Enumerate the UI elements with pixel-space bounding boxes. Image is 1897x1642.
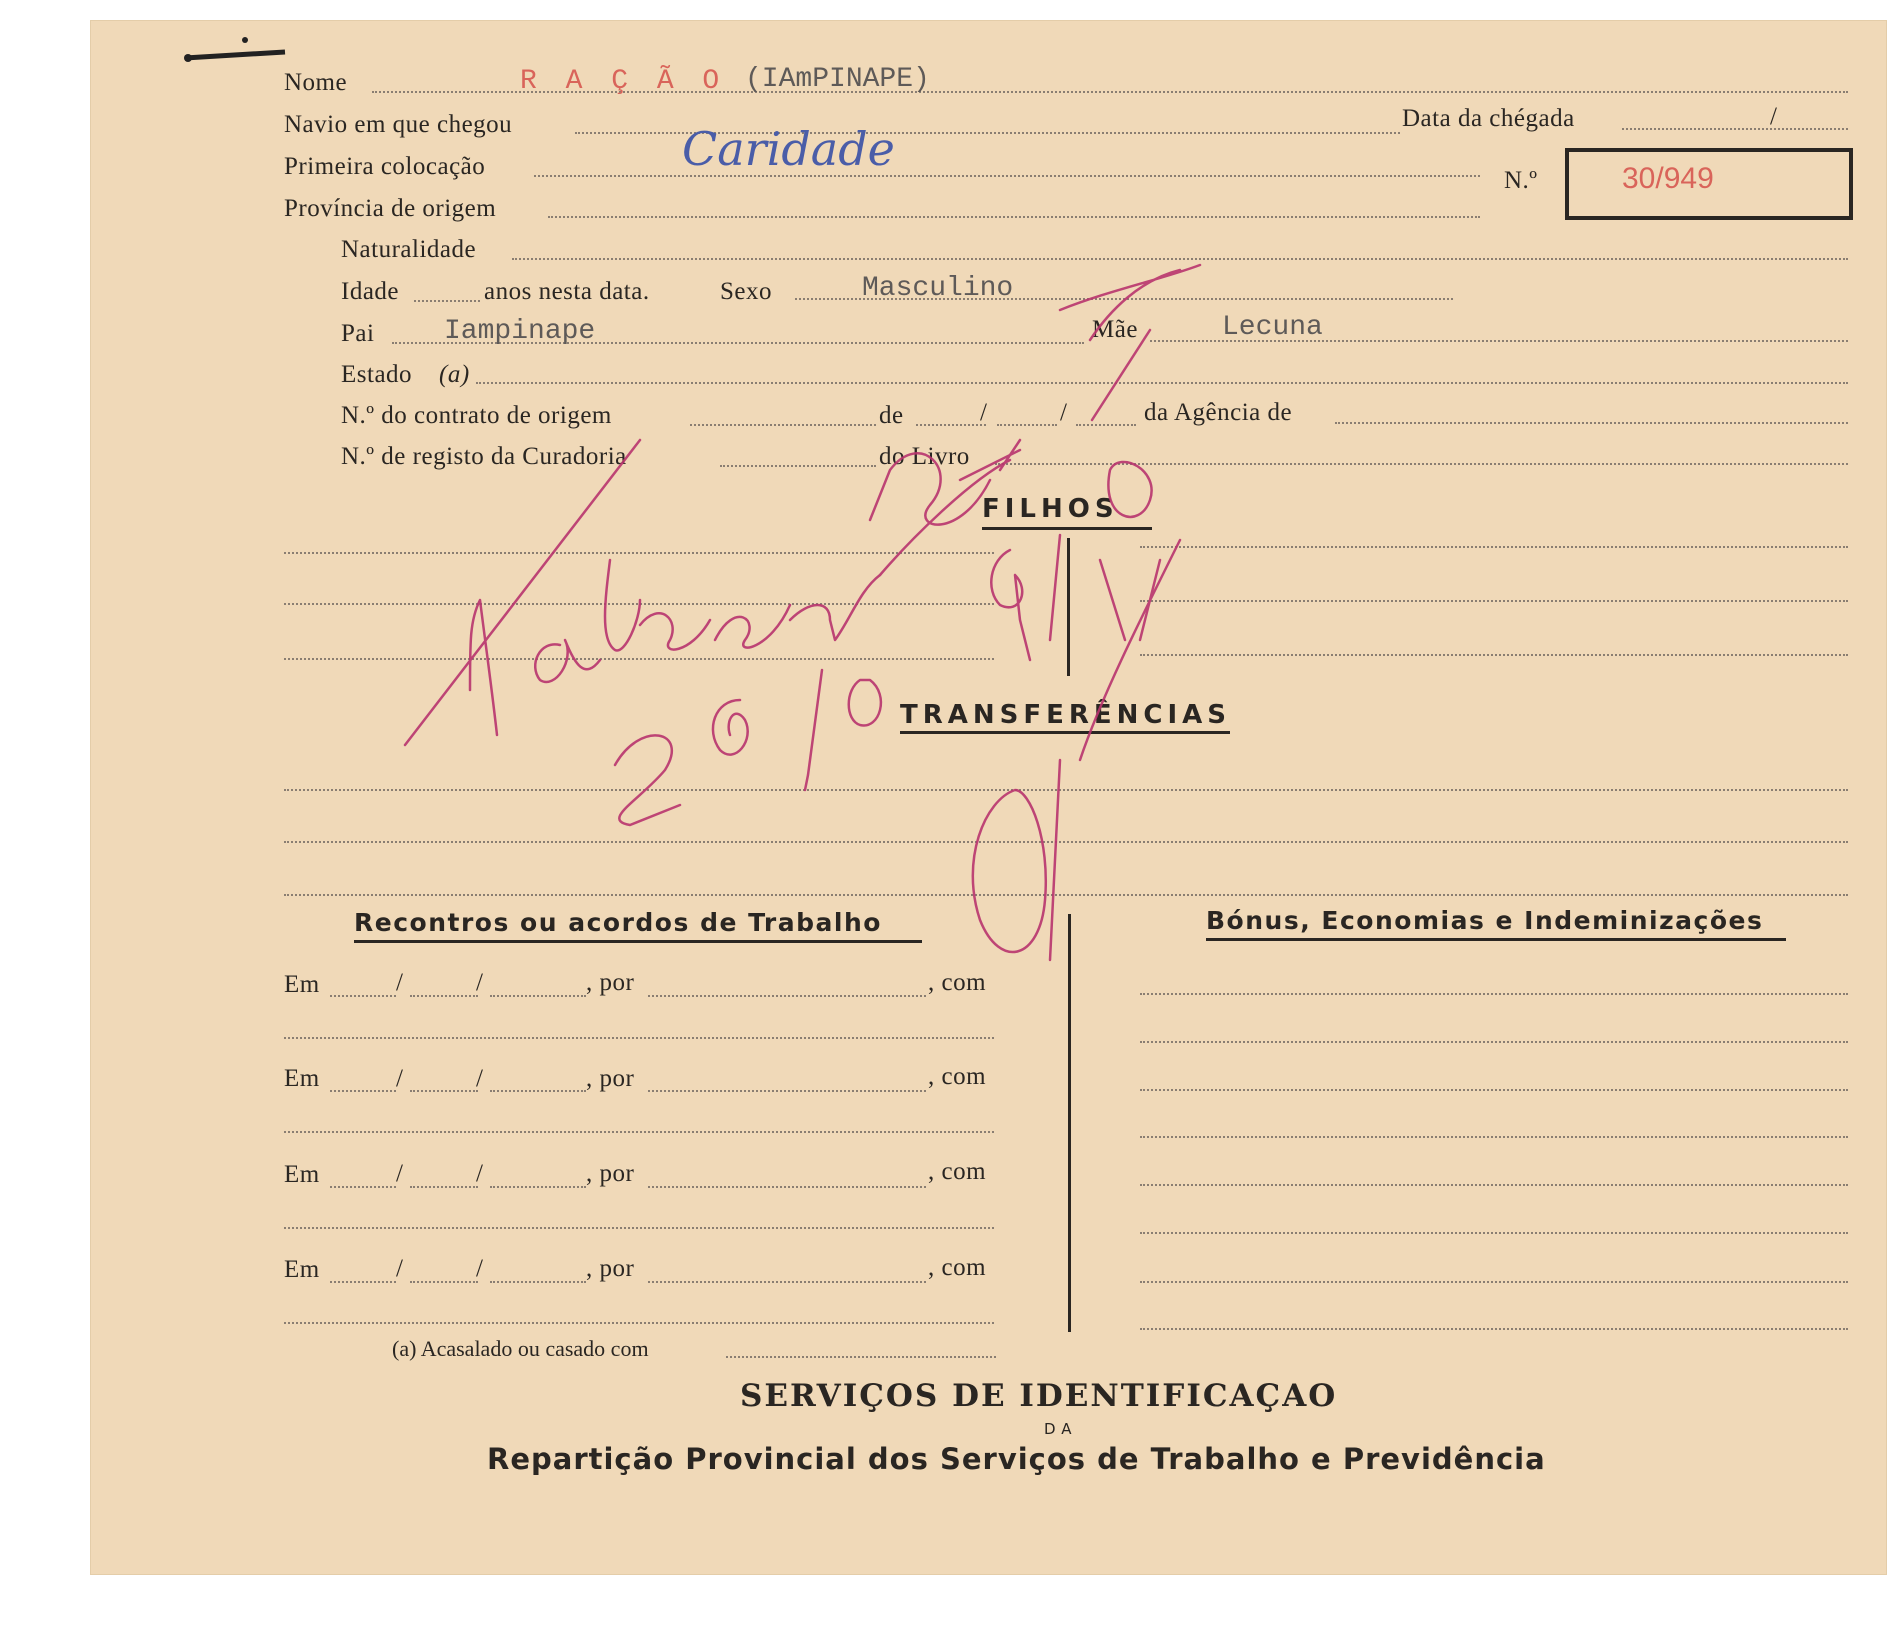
filhos-line-right-1 <box>1140 546 1848 548</box>
numero-value: 30/949 <box>1622 162 1714 195</box>
contract-month-line <box>410 1090 478 1092</box>
mae-value: Lecuna <box>1222 312 1323 343</box>
primeira-colocacao-value: Caridade <box>682 122 895 176</box>
sexo-value: Masculino <box>862 273 1014 304</box>
contract-slash: / <box>476 1065 484 1092</box>
contract-slash: / <box>396 1255 404 1282</box>
contract-extra-line <box>284 1131 994 1133</box>
contract-slash: / <box>396 1065 404 1092</box>
contract-com-label: , com <box>928 1158 987 1185</box>
contract-slash: / <box>476 969 484 996</box>
filhos-line-right-3 <box>1140 654 1848 656</box>
agencia-line <box>1335 422 1848 424</box>
contract-slash: / <box>396 969 404 996</box>
contract-em-label: Em <box>284 1161 320 1188</box>
data-chegada-line <box>1622 128 1848 130</box>
estado-mark: (a) <box>439 361 470 388</box>
footer-subtitle: Repartição Provincial dos Serviços de Trabalho e Previdência <box>487 1442 1546 1476</box>
registo-label: N.º de registo da Curadoria <box>341 443 627 470</box>
livro-label: do Livro <box>879 443 970 470</box>
contract-extra-line <box>284 1037 994 1039</box>
contract-slash: / <box>476 1255 484 1282</box>
contract-com-label: , com <box>928 1063 987 1090</box>
transferencias-underline <box>900 731 1230 734</box>
filhos-divider <box>1067 538 1070 676</box>
contracts-divider <box>1068 914 1071 1332</box>
contract-por-label: , por <box>586 969 635 996</box>
filhos-line-right-2 <box>1140 600 1848 602</box>
contract-extra-line <box>284 1227 994 1229</box>
contract-por-line <box>648 995 926 997</box>
contrato-line <box>690 424 876 426</box>
bonus-underline <box>1206 938 1786 941</box>
contract-por-line <box>648 1090 926 1092</box>
data-chegada-value: / <box>1770 103 1778 130</box>
contract-month-line <box>410 1281 478 1283</box>
filhos-underline <box>982 527 1152 530</box>
contract-month-line <box>410 1186 478 1188</box>
contract-day-line <box>330 995 396 997</box>
bonus-line-4 <box>1140 1136 1848 1138</box>
data-chegada-label: Data da chégada <box>1402 105 1575 132</box>
contract-por-line <box>648 1281 926 1283</box>
contract-com-label: , com <box>928 969 987 996</box>
primeira-colocacao-line <box>534 175 1480 177</box>
recontros-underline <box>354 940 922 943</box>
filhos-line-left-2 <box>284 603 994 605</box>
contract-month-line <box>410 995 478 997</box>
recontros-heading: Recontros ou acordos de Trabalho <box>354 908 882 937</box>
contract-slash: / <box>396 1160 404 1187</box>
filhos-line-left-3 <box>284 658 994 660</box>
contract-year-line <box>490 1281 586 1283</box>
registo-line <box>720 465 876 467</box>
contract-por-line <box>648 1186 926 1188</box>
contrato-slash-2: / <box>1060 399 1068 426</box>
sexo-label: Sexo <box>720 278 772 305</box>
bonus-line-8 <box>1140 1328 1848 1330</box>
pai-value: Iampinape <box>444 316 596 347</box>
idade-line <box>414 300 480 302</box>
contract-por-label: , por <box>586 1160 635 1187</box>
contract-com-label: , com <box>928 1254 987 1281</box>
footer-title: SERVIÇOS DE IDENTIFICAÇAO <box>740 1378 1338 1414</box>
contract-por-label: , por <box>586 1255 635 1282</box>
transferencias-line-2 <box>284 841 1848 843</box>
agencia-label: da Agência de <box>1144 399 1293 426</box>
bonus-line-7 <box>1140 1281 1848 1283</box>
navio-label: Navio em que chegou <box>284 111 513 138</box>
provincia-label: Província de origem <box>284 195 497 222</box>
contrato-de-label: de <box>879 402 904 429</box>
contrato-month-line <box>997 424 1057 426</box>
estado-line <box>476 382 1848 384</box>
contract-em-label: Em <box>284 1256 320 1283</box>
bonus-line-2 <box>1140 1041 1848 1043</box>
nome-alias: (IAmPINAPE) <box>745 64 930 95</box>
footnote: (a) Acasalado ou casado com <box>392 1336 649 1361</box>
footnote-line <box>726 1356 996 1358</box>
bonus-heading: Bónus, Economias e Indeminizações <box>1206 906 1764 935</box>
contract-slash: / <box>476 1160 484 1187</box>
anos-label: anos nesta data. <box>484 278 650 305</box>
contract-em-label: Em <box>284 971 320 998</box>
contract-year-line <box>490 995 586 997</box>
transferencias-line-1 <box>284 789 1848 791</box>
naturalidade-line <box>512 258 1848 260</box>
filhos-line-left-1 <box>284 552 994 554</box>
transferencias-line-3 <box>284 894 1848 896</box>
contrato-slash-1: / <box>980 399 988 426</box>
footer-da: DA <box>1044 1420 1078 1438</box>
contract-day-line <box>330 1281 396 1283</box>
mae-label: Mãe <box>1092 316 1138 343</box>
contract-em-label: Em <box>284 1065 320 1092</box>
idade-label: Idade <box>341 278 400 305</box>
provincia-line <box>548 216 1480 218</box>
contract-extra-line <box>284 1322 994 1324</box>
nome-label: Nome <box>284 69 348 96</box>
contrato-label: N.º do contrato de origem <box>341 402 612 429</box>
bonus-line-1 <box>1140 993 1848 995</box>
contract-day-line <box>330 1186 396 1188</box>
numero-label: N.º <box>1504 167 1538 194</box>
primeira-colocacao-label: Primeira colocação <box>284 153 486 180</box>
livro-line <box>995 463 1848 465</box>
contract-year-line <box>490 1090 586 1092</box>
transferencias-heading: TRANSFERÊNCIAS <box>900 700 1232 730</box>
bonus-line-5 <box>1140 1184 1848 1186</box>
bonus-line-3 <box>1140 1089 1848 1091</box>
filhos-heading: FILHOS <box>982 494 1119 524</box>
contract-por-label: , por <box>586 1065 635 1092</box>
bonus-line-6 <box>1140 1232 1848 1234</box>
nome-value: R A Ç Ã O <box>520 66 726 97</box>
estado-label: Estado <box>341 361 413 388</box>
contrato-year-line <box>1076 424 1136 426</box>
contrato-day-line <box>916 424 986 426</box>
contract-year-line <box>490 1186 586 1188</box>
pai-label: Pai <box>341 320 375 347</box>
naturalidade-label: Naturalidade <box>341 236 477 263</box>
contract-day-line <box>330 1090 396 1092</box>
